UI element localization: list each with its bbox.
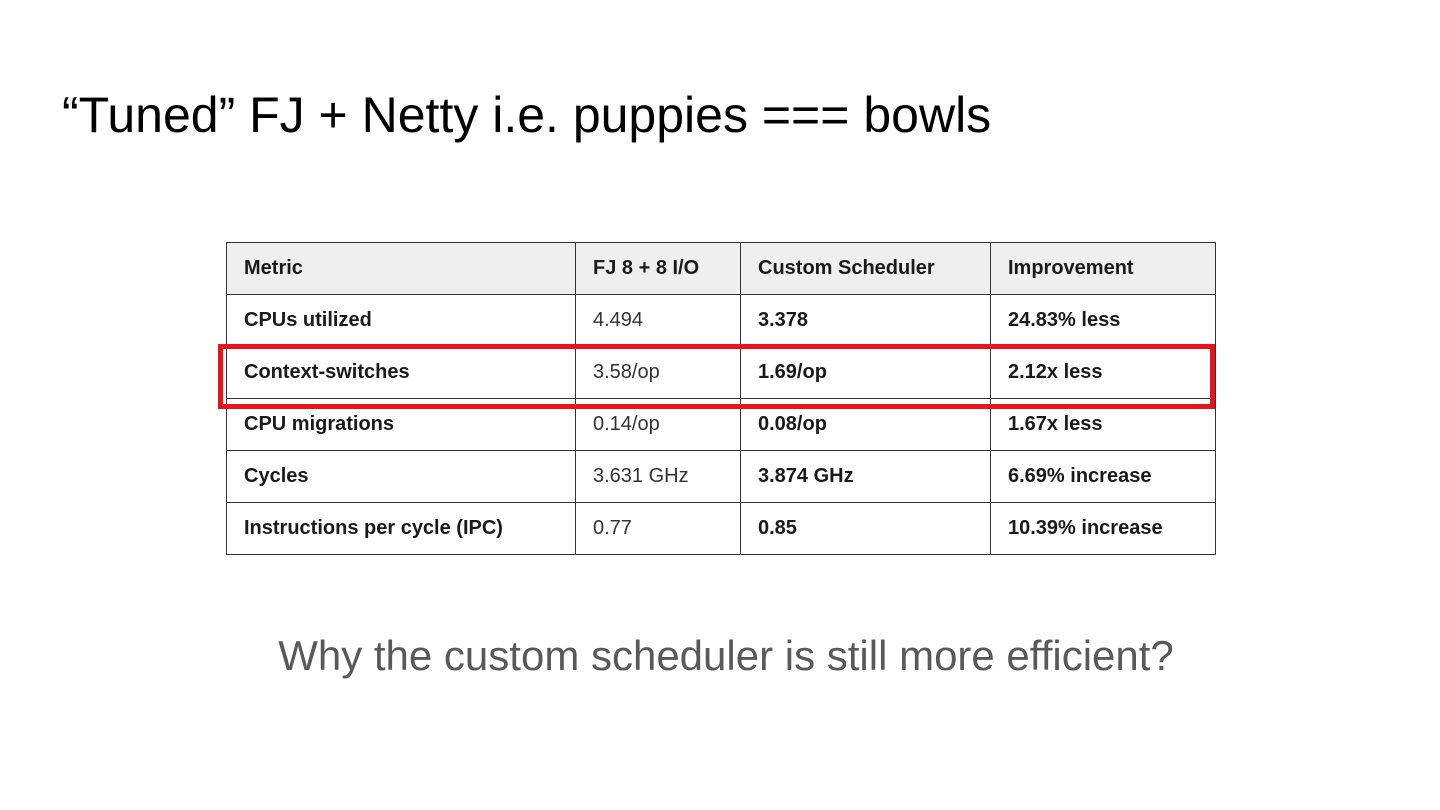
fj-value-cell: 0.14/op (576, 399, 741, 451)
table-row (227, 451, 1216, 503)
table-row (227, 503, 1216, 555)
improvement-cell: 6.69% increase (991, 451, 1216, 503)
header-fj: FJ 8 + 8 I/O (576, 243, 741, 295)
custom-value-cell: 0.08/op (741, 399, 991, 451)
improvement-cell: 2.12x less (991, 347, 1216, 399)
header-improvement: Improvement (991, 243, 1216, 295)
custom-value-cell: 1.69/op (741, 347, 991, 399)
improvement-cell: 24.83% less (991, 295, 1216, 347)
metrics-table (226, 242, 1216, 555)
table-row (227, 399, 1216, 451)
metric-cell: Cycles (227, 451, 576, 503)
slide-title: “Tuned” FJ + Netty i.e. puppies === bowls (62, 87, 992, 143)
custom-value-cell: 3.874 GHz (741, 451, 991, 503)
improvement-cell: 10.39% increase (991, 503, 1216, 555)
table-row (227, 295, 1216, 347)
fj-value-cell: 3.58/op (576, 347, 741, 399)
metric-cell: Context-switches (227, 347, 576, 399)
metric-cell: CPU migrations (227, 399, 576, 451)
header-metric: Metric (227, 243, 576, 295)
table-row-highlighted (227, 347, 1216, 399)
metric-cell: CPUs utilized (227, 295, 576, 347)
slide-subtitle: Why the custom scheduler is still more efficient? (278, 632, 1174, 679)
header-custom-scheduler: Custom Scheduler (741, 243, 991, 295)
fj-value-cell: 3.631 GHz (576, 451, 741, 503)
fj-value-cell: 4.494 (576, 295, 741, 347)
custom-value-cell: 0.85 (741, 503, 991, 555)
table-header-row (227, 243, 1216, 295)
metric-cell: Instructions per cycle (IPC) (227, 503, 576, 555)
fj-value-cell: 0.77 (576, 503, 741, 555)
improvement-cell: 1.67x less (991, 399, 1216, 451)
custom-value-cell: 3.378 (741, 295, 991, 347)
